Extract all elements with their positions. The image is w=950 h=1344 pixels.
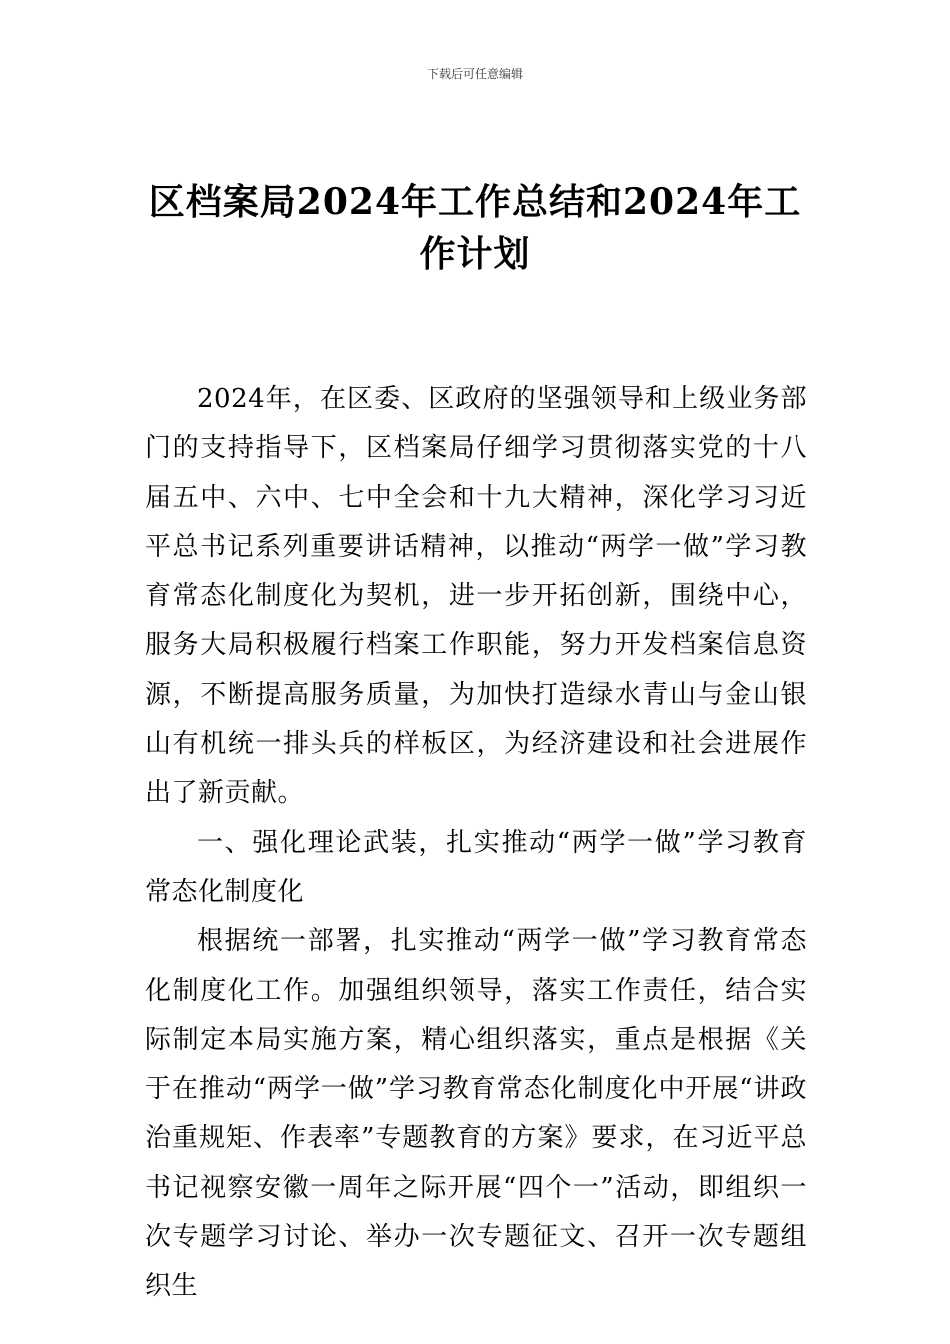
document-title: 区档案局2024年工作总结和2024年工作计划 bbox=[148, 181, 802, 275]
header-note: 下载后可任意编辑 bbox=[426, 67, 523, 81]
section-heading: 一、强化理论武装，扎实推动“两学一做”学习教育常态化制度化 bbox=[145, 827, 807, 907]
intro-paragraph: 2024年，在区委、区政府的坚强领导和上级业务部门的支持指导下，区档案局仔细学习贯彻落实党的十八届五中、六中、七中全会和十九大精神，深化学习习近平总书记系列重要讲话精神，以推动“两学一做”学习教育常态化制度化为契机，进一步开拓创新，围绕中心，服务大局积极履行档案工作职能，努力开发档案信息资源，不断提高服务质量，为加快打造绿水青山与金山银山有机统一排头兵的样板区，为经济建设和社会进展作出了新贡献。 bbox=[145, 384, 807, 809]
document-body bbox=[145, 375, 807, 1312]
body-paragraph: 根据统一部署，扎实推动“两学一做”学习教育常态化制度化工作。加强组织领导，落实工作责任，结合实际制定本局实施方案，精心组织落实，重点是根据《关于在推动“两学一做”学习教育常态化制度化中开展“讲政治重规矩、作表率”专题教育的方案》要求，在习近平总书记视察安徽一周年之际开展“四个一”活动，即组织一次专题学习讨论、举办一次专题征文、召开一次专题组织生 bbox=[145, 926, 807, 1302]
